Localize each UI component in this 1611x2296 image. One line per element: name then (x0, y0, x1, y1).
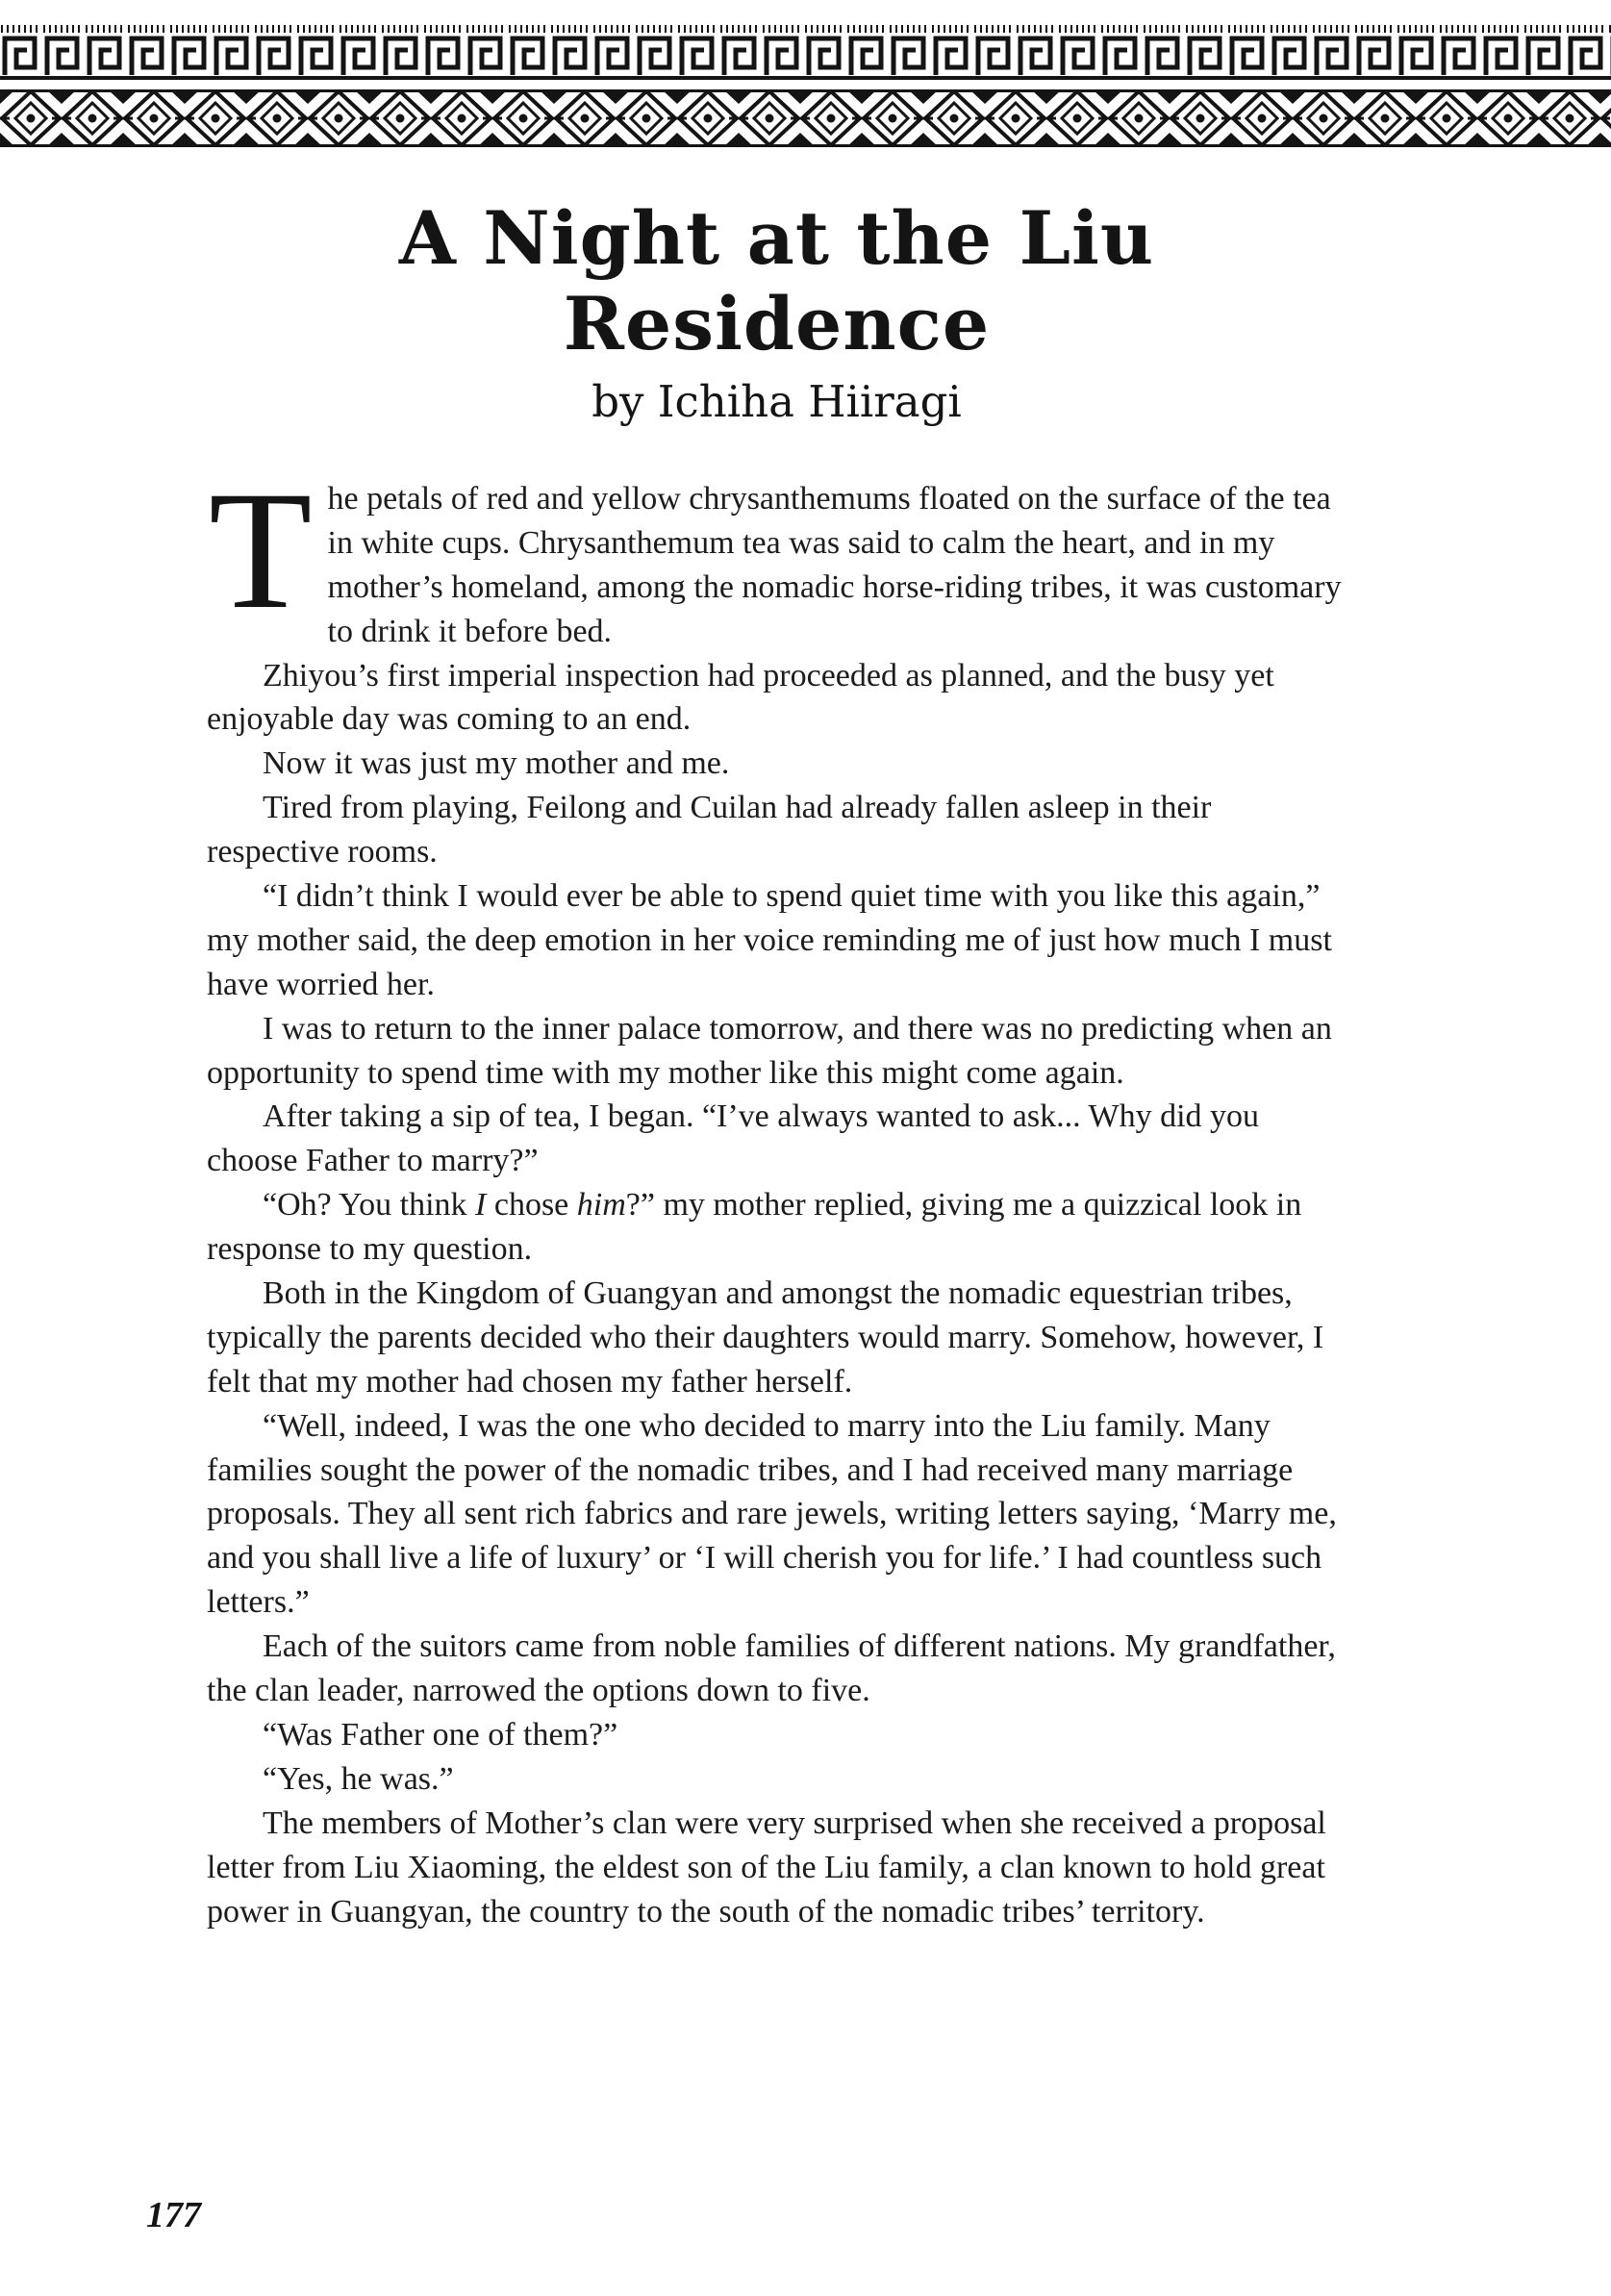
paragraph (207, 1757, 1347, 1802)
paragraph (207, 1404, 1347, 1625)
text-run: he petals of red and yellow chrysanthemums floated on the surface of the tea in white cups. Chrysanthemum tea was said to calm the heart, and in my mother’s homeland, among the nomadic horse-riding tribes, it was customary to drink it before bed. (327, 481, 1342, 649)
text-run: “Well, indeed, I was the one who decided to marry into the Liu family. Many families sought the power of the nomadic tribes, and I had received many marriage proposals. They all sent rich fabrics and rare jewels, writing letters saying, ‘Marry me, and you shall live a life of luxury’ or ‘I will cherish you for life.’ I had countless such letters.” (207, 1407, 1337, 1621)
paragraph (207, 786, 1347, 874)
paragraph (207, 1272, 1347, 1404)
page-title: A Night at the Liu Residence (398, 195, 1155, 366)
paragraph (207, 1007, 1347, 1096)
page-content (207, 195, 1347, 1933)
page-number: 177 (146, 2195, 201, 2235)
body-text (207, 457, 1347, 1933)
diamond-border (0, 89, 1611, 147)
paragraph (207, 654, 1347, 743)
text-run: Both in the Kingdom of Guangyan and amongst the nomadic equestrian tribes, typically the parents decided who their daughters would marry. Somehow, however, I felt that my mother had chosen my father herself. (207, 1275, 1324, 1400)
text-run: ?” my mother replied, giving me a quizzical look in response to my question. (207, 1187, 1302, 1268)
text-run: The members of Mother’s clan were very surprised when she received a proposal letter from Liu Xiaoming, the eldest son of the Liu family, a clan known to hold great power in Guangyan, the country to the south of the nomadic tribes’ territory. (207, 1804, 1326, 1930)
paragraph (207, 874, 1347, 1007)
text-run: chose (486, 1187, 577, 1224)
paragraph (207, 457, 1347, 654)
byline: by Ichiha Hiiragi (592, 376, 962, 427)
paragraph (207, 1625, 1347, 1713)
text-run: After taking a sip of tea, I began. “I’ve always wanted to ask... Why did you choose Father to marry?” (207, 1098, 1260, 1179)
paragraph (207, 1713, 1347, 1757)
text-run: Zhiyou’s first imperial inspection had proceeded as planned, and the busy yet enjoyable day was coming to an end. (207, 657, 1274, 738)
italic-text: him (576, 1187, 626, 1224)
text-run: Tired from playing, Feilong and Cuilan had already fallen asleep in their respective rooms. (207, 790, 1212, 870)
greek-key-border (0, 25, 1611, 81)
text-run: Each of the suitors came from noble families of different nations. My grandfather, the clan leader, narrowed the options down to five. (207, 1628, 1336, 1709)
decorative-border (0, 0, 1611, 147)
text-run: “I didn’t think I would ever be able to spend quiet time with you like this again,” my mother said, the deep emotion in her voice reminding me of just how much I must have worried her. (207, 878, 1332, 1002)
paragraph (207, 742, 1347, 786)
paragraph (207, 1802, 1347, 1934)
paragraph (207, 1183, 1347, 1272)
italic-text: I (475, 1187, 487, 1224)
text-run: “Was Father one of them?” (263, 1716, 618, 1753)
paragraph (207, 1095, 1347, 1183)
text-run: Now it was just my mother and me. (263, 745, 730, 782)
text-run: “Oh? You think (263, 1187, 476, 1224)
text-run: “Yes, he was.” (263, 1760, 454, 1797)
drop-cap: T (209, 457, 313, 644)
text-run: I was to return to the inner palace tomorrow, and there was no predicting when an opportunity to spend time with my mother like this might come again. (207, 1010, 1332, 1091)
